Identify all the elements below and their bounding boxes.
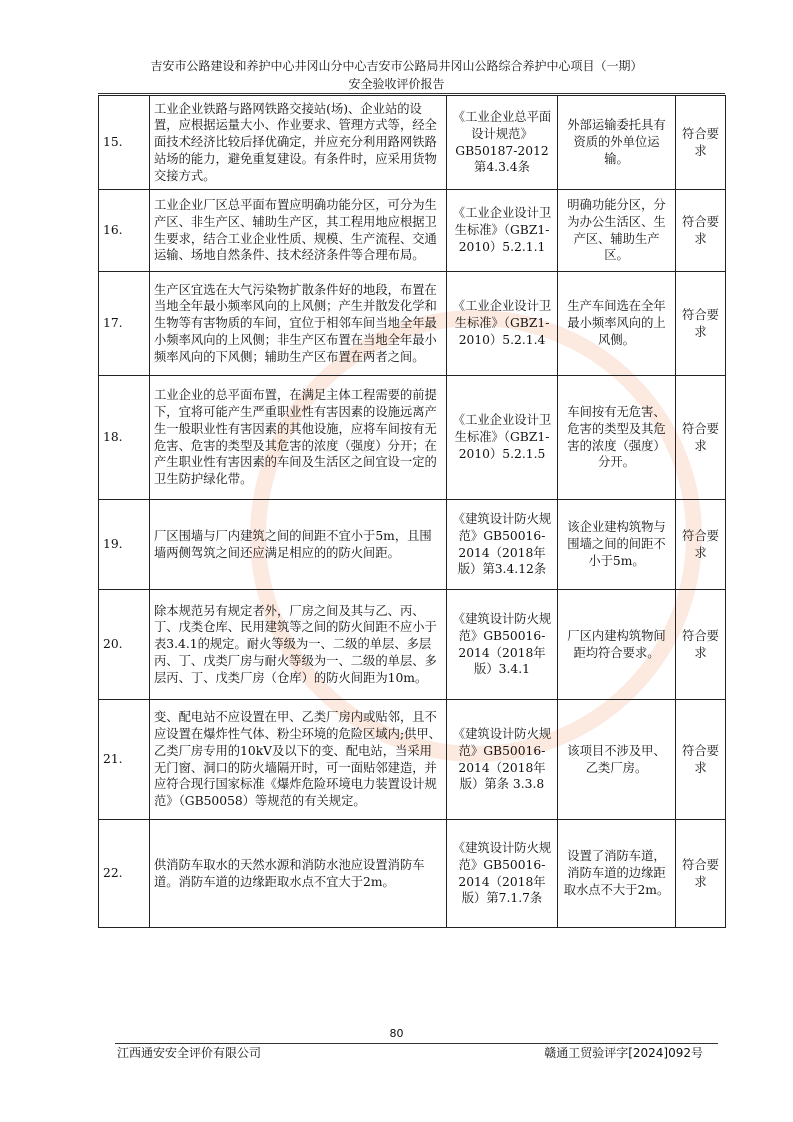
result-cell: 符合要求 [676, 700, 726, 820]
table-row [99, 500, 726, 590]
situation-cell: 生产车间选在全年最小频率风向的上风侧。 [558, 272, 676, 376]
page-number: 80 [389, 1027, 404, 1040]
company-name: 江西通安安全评价有限公司 [117, 1046, 262, 1060]
situation-cell: 明确功能分区，分为办公生活区、生产区、辅助生产区。 [558, 190, 676, 272]
result-cell: 符合要求 [676, 272, 726, 376]
basis-cell: 《建筑设计防火规范》GB50016-2014（2018年版）第条 3.3.8 [447, 700, 558, 820]
result-cell: 符合要求 [676, 376, 726, 500]
row-number: 18. [99, 376, 150, 500]
row-number: 17. [99, 272, 150, 376]
requirement-cell: 生产区宜选在大气污染物扩散条件好的地段，布置在当地全年最小频率风向的上风侧；产生并散发化学和生物等有害物质的车间，宜位于相邻车间当地全年最小频率风向的上风侧；非生产区布置在当地全年最小频率风向的下风侧；辅助生产区布置在两者之间。 [150, 272, 447, 376]
result-cell: 符合要求 [676, 820, 726, 928]
header-subtitle: 安全验收评价报告 [348, 77, 445, 91]
table-row [99, 190, 726, 272]
row-number: 21. [99, 700, 150, 820]
evaluation-table [98, 95, 726, 928]
row-number: 19. [99, 500, 150, 590]
row-number: 15. [99, 96, 150, 190]
situation-cell: 该企业建构筑物与围墙之间的间距不小于5m。 [558, 500, 676, 590]
situation-cell: 车间按有无危害、危害的类型及其危害的浓度（强度）分开。 [558, 376, 676, 500]
table-row [99, 590, 726, 700]
result-cell: 符合要求 [676, 96, 726, 190]
requirement-cell: 变、配电站不应设置在甲、乙类厂房内或贴邻，且不应设置在爆炸性气体、粉尘环境的危险区域内;供甲、乙类厂房专用的10kV及以下的变、配电站，当采用无门窗、洞口的防火墙隔开时，可一面贴邻建造，并应符合现行国家标准《爆炸危险环境电力装置设计规范》（GB50058）等规范的有关规定。 [150, 700, 447, 820]
requirement-cell: 工业企业的总平面布置，在满足主体工程需要的前提下，宜将可能产生严重职业性有害因素的设施远离产生一般职业性有害因素的其他设施，应将车间按有无危害、危害的类型及其危害的浓度（强度）分开；在产生职业性有害因素的车间及生活区之间宜设一定的卫生防护绿化带。 [150, 376, 447, 500]
table-row [99, 376, 726, 500]
result-cell: 符合要求 [676, 190, 726, 272]
row-number: 22. [99, 820, 150, 928]
document-number: 赣通工贸验评字[2024]092号 [544, 1046, 703, 1060]
table-row [99, 820, 726, 928]
table-row [99, 96, 726, 190]
table-row [99, 700, 726, 820]
basis-cell: 《工业企业总平面设计规范》GB50187-2012 第4.3.4条 [447, 96, 558, 190]
basis-cell: 《建筑设计防火规范》GB50016-2014（2018年版）第7.1.7条 [447, 820, 558, 928]
row-number: 20. [99, 590, 150, 700]
result-cell: 符合要求 [676, 500, 726, 590]
requirement-cell: 工业企业厂区总平面布置应明确功能分区，可分为生产区、非生产区、辅助生产区，其工程用地应根据卫生要求，结合工业企业性质、规模、生产流程、交通运输、场地自然条件、技术经济条件等合理布局。 [150, 190, 447, 272]
header-rule [98, 93, 725, 94]
basis-cell: 《工业企业设计卫生标准》（GBZ1-2010）5.2.1.4 [447, 272, 558, 376]
row-number: 16. [99, 190, 150, 272]
requirement-cell: 工业企业铁路与路网铁路交接站(场)、企业站的设置，应根据运量大小、作业要求、管理方式等，经全面技术经济比较后择优确定，并应充分利用路网铁路站场的能力，避免重复建设。有条件时，应采用货物交接方式。 [150, 96, 447, 190]
situation-cell: 外部运输委托具有资质的外单位运输。 [558, 96, 676, 190]
result-cell: 符合要求 [676, 590, 726, 700]
header-title: 吉安市公路建设和养护中心井冈山分中心吉安市公路局井冈山公路综合养护中心项目（一期） [150, 59, 643, 73]
situation-cell: 设置了消防车道，消防车道的边缘距取水点不大于2m。 [558, 820, 676, 928]
basis-cell: 《工业企业设计卫生标准》（GBZ1-2010）5.2.1.5 [447, 376, 558, 500]
situation-cell: 厂区内建构筑物间距均符合要求。 [558, 590, 676, 700]
requirement-cell: 除本规范另有规定者外，厂房之间及其与乙、丙、丁、戊类仓库、民用建筑等之间的防火间距不应小于表3.4.1的规定。耐火等级为一、二级的单层、多层丙、丁、戊类厂房与耐火等级为一、二级的单层、多层丙、丁、戊类厂房（仓库）的防火间距为10m。 [150, 590, 447, 700]
basis-cell: 《工业企业设计卫生标准》（GBZ1-2010）5.2.1.1 [447, 190, 558, 272]
situation-cell: 该项目不涉及甲、乙类厂房。 [558, 700, 676, 820]
requirement-cell: 供消防车取水的天然水源和消防水池应设置消防车道。消防车道的边缘距取水点不宜大于2m。 [150, 820, 447, 928]
basis-cell: 《建筑设计防火规范》GB50016-2014（2018年版）3.4.1 [447, 590, 558, 700]
table-row [99, 272, 726, 376]
requirement-cell: 厂区围墙与厂内建筑之间的间距不宜小于5m，且围墙两侧驾筑之间还应满足相应的的防火间距。 [150, 500, 447, 590]
basis-cell: 《建筑设计防火规范》GB50016-2014（2018年版）第3.4.12条 [447, 500, 558, 590]
